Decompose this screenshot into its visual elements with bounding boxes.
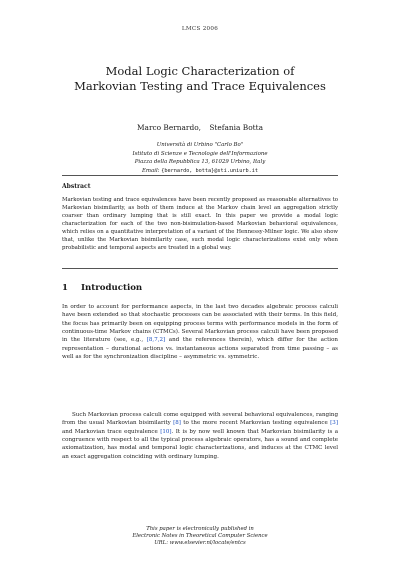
citation-link[interactable]: [8] <box>173 420 181 427</box>
abstract-heading: Abstract <box>62 183 91 190</box>
paragraph-2-text-c: and Markovian trace equivalence <box>62 428 161 435</box>
section-number: 1 <box>62 283 68 293</box>
citation-link[interactable]: [10] <box>160 428 172 435</box>
paragraph-1-text-a: In order to account for performance aspects, in the last two decades algebraic process calculi have been extended so that stochastic processes can be associated with their terms. In this field, the focus has primarily been on equipping process terms with performance models in the form of continuous-time Markov chains (CTMCs). Several Markovian process calculi have been proposed in the literature (see, e.g., <box>62 304 338 344</box>
abstract-bottom-rule <box>62 268 338 269</box>
section-title: Introduction <box>80 283 143 293</box>
affiliation <box>0 141 400 175</box>
abstract-top-rule <box>62 175 338 176</box>
citation-link[interactable]: [8,7,2] <box>146 337 166 344</box>
running-head: LMCS 2006 <box>181 26 219 32</box>
paragraph-2-text-b: to the more recent Markovian testing equivalence <box>180 420 331 427</box>
footer-line-1: This paper is electronically published in <box>146 526 254 532</box>
affiliation-line-2: Istituto di Scienze e Tecnologie dell'Informazione <box>132 150 268 157</box>
paragraph-2-text-d: . It is by now well known that Markovian bisimilarity is a congruence with respect to all the typical process algebraic operators, has a sound and complete axiomatization, has modal and temporal logic characterizations, and induces at the CTMC level an exact aggregation coinciding with ordinary lumping. <box>62 428 338 460</box>
footer-line-2: Electronic Notes in Theoretical Computer Science <box>132 533 268 539</box>
author-1: Marco Bernardo, <box>136 123 201 132</box>
page-footer <box>0 526 400 547</box>
author-list <box>0 123 400 132</box>
affiliation-line-1: Università di Urbino "Carlo Bo" <box>156 142 244 148</box>
email-label: Email: <box>141 167 160 174</box>
paragraph-1-text-b: and the references therein), which differ for the action representation – durational actions vs. instantaneous actions separated from time passing – as well as for the synchronization discipline – asymmetric vs. symmetric. <box>62 337 338 361</box>
abstract-text: Markovian testing and trace equivalences have been recently proposed as reasonable alternatives to Markovian bisimilarity, as both of them induce at the Markov chain level an aggregation strictly coarser than ordinary lumping that is still exact. In this paper we provide a modal logic characterization for each of the two non-bisimulation-based Markovian behavioral equivalences, which relies on a quantitative interpretation of a variant of the Hennessy-Milner logic. We also show that, unlike the Markovian bisimilarity case, such modal logic characterizations exist only when probabilistic and temporal aspects are treated in a global way. <box>62 197 338 252</box>
footer-line-3: URL: www.elsevier.nl/locate/entcs <box>154 540 246 546</box>
paragraph-1 <box>62 303 338 361</box>
citation-link[interactable]: [3] <box>330 420 338 427</box>
title-line-1: Modal Logic Characterization of <box>105 64 295 78</box>
paper-title <box>40 64 360 94</box>
email-address: {bernardo, botta}@sti.uniurb.it <box>161 167 259 174</box>
paragraph-2 <box>62 411 338 461</box>
title-line-2: Markovian Testing and Trace Equivalences <box>74 79 326 93</box>
affiliation-line-3: Piazza della Repubblica 13, 61029 Urbino, Italy <box>134 159 266 166</box>
paragraph-2-text-a: Such Markovian process calculi come equipped with several behavioral equivalences, ranging from the usual Markovian bisimilarity <box>62 412 338 427</box>
section-heading <box>62 283 142 293</box>
author-2: Stefania Botta <box>209 123 264 132</box>
